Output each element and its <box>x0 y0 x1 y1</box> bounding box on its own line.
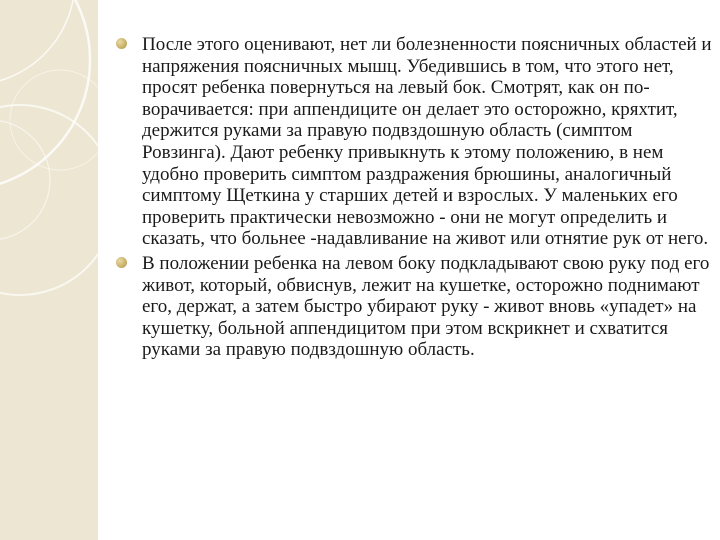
bullet-list <box>112 34 712 364</box>
list-item <box>112 253 712 361</box>
decorative-circles-graphic <box>0 0 98 540</box>
bullet-text: В положении ребенка на левом боку подкладывают свою руку под его живот, который, обвиснув, лежит на кушетке, осторожно поднимают его, держат, а затем быстро убирают руку - живот вновь «упадет» на кушетку, больной аппендицитом при этом вскрикнет и схватится руками за правую подвздошную область. <box>142 252 710 361</box>
decorative-side-panel <box>0 0 98 540</box>
bullet-icon <box>116 38 127 49</box>
bullet-icon <box>116 257 127 268</box>
list-item <box>112 34 712 250</box>
bullet-text: После этого оценивают, нет ли болезненности поясничных областей и напряжения поясничных мышц. Убедившись в том, что этого нет, просят ребенка повернуться на левый бок. Смотрят, как он по-ворачивается: при аппендиците он делает это осторожно, кряхтит, держится руками за правую подвздошную область (симптом Ровзинга). Дают ребенку привыкнуть к этому положению, в нем удобно проверить симптом раздражения брюшины, аналогичный симптому Щеткина у старших детей и взрослых. У маленьких его проверить практически невозможно - они не могут определить и сказать, что больнее -надавливание на живот или отнятие рук от него. <box>142 34 712 250</box>
